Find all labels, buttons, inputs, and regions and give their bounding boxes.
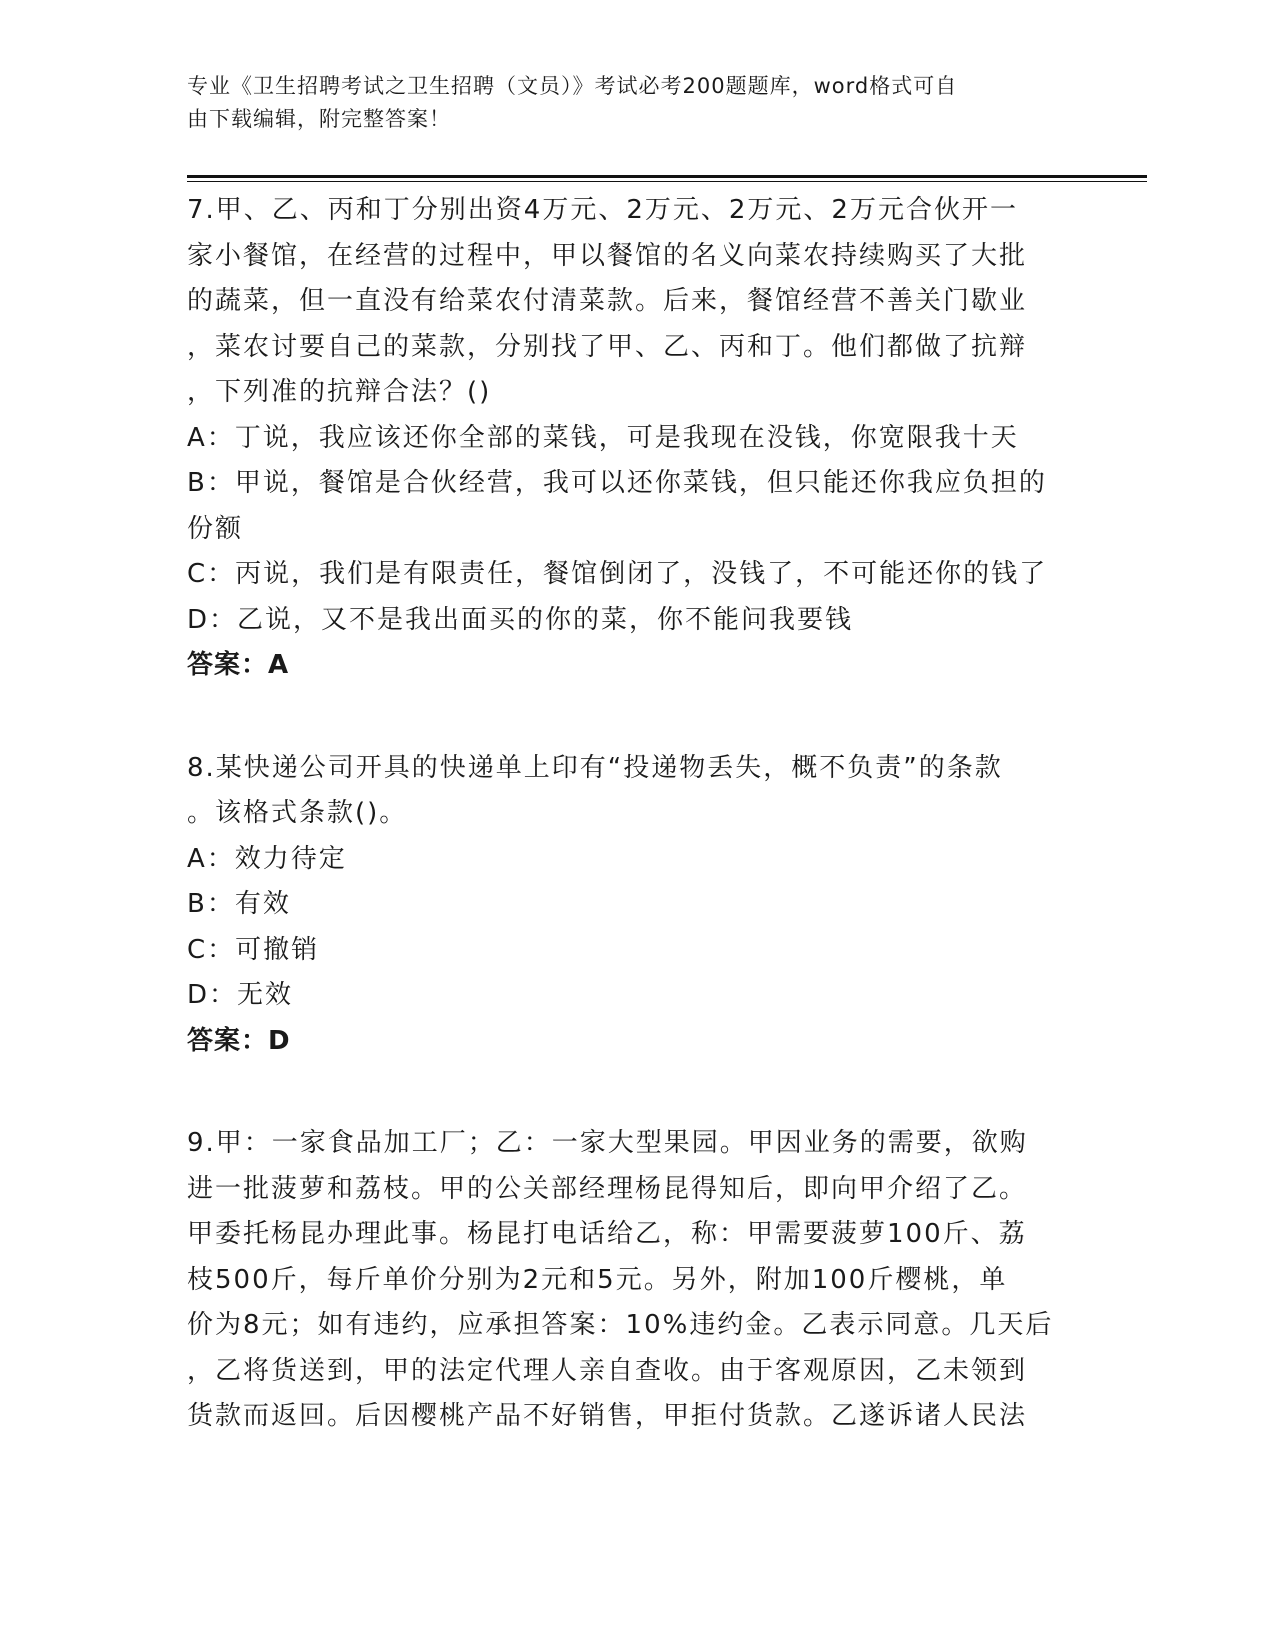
header-line: 专业《卫生招聘考试之卫生招聘（文员）》考试必考200题题库，word格式可自	[187, 74, 958, 98]
option-b: B：甲说，餐馆是合伙经营，我可以还你菜钱，但只能还你我应负担的	[187, 468, 1047, 498]
header-rule-thick	[187, 175, 1147, 178]
question-stem-line: 进一批菠萝和荔枝。甲的公关部经理杨昆得知后，即向甲介绍了乙。	[187, 1173, 1028, 1204]
question-8	[187, 746, 1067, 1065]
header-line: 由下载编辑，附完整答案！	[187, 107, 451, 131]
document-header	[187, 70, 1067, 136]
option-d: D：乙说，又不是我出面买的你的菜，你不能问我要钱	[187, 604, 854, 635]
option-c: C：可撤销	[187, 934, 320, 965]
question-stem-line: 9.甲：一家食品加工厂；乙：一家大型果园。甲因业务的需要，欲购	[187, 1128, 1028, 1158]
option-a: A：效力待定	[187, 843, 347, 874]
question-stem-line: 甲委托杨昆办理此事。杨昆打电话给乙，称：甲需要菠萝100斤、荔	[187, 1219, 1027, 1249]
header-rule-thin	[187, 181, 1147, 182]
question-stem-line: 价为8元；如有违约，应承担答案：10%违约金。乙表示同意。几天后	[187, 1310, 1054, 1340]
option-d: D：无效	[187, 980, 294, 1010]
question-stem-line: 家小餐馆，在经营的过程中，甲以餐馆的名义向菜农持续购买了大批	[187, 240, 1028, 271]
question-stem-line: 7.甲、乙、丙和丁分别出资4万元、2万元、2万元、2万元合伙开一	[187, 195, 1018, 225]
question-stem-line: 枝500斤，每斤单价分别为2元和5元。另外，附加100斤樱桃，单	[187, 1264, 1008, 1295]
question-stem-line: ，乙将货送到，甲的法定代理人亲自查收。由于客观原因，乙未领到	[187, 1355, 1028, 1386]
option-c: C：丙说，我们是有限责任，餐馆倒闭了，没钱了，不可能还你的钱了	[187, 559, 1048, 589]
question-stem-line: ，菜农讨要自己的菜款，分别找了甲、乙、丙和丁。他们都做了抗辩	[187, 331, 1028, 362]
option-b: B：有效	[187, 889, 291, 919]
option-a: A：丁说，我应该还你全部的菜钱，可是我现在没钱，你宽限我十天	[187, 422, 1019, 453]
question-7	[187, 188, 1067, 689]
option-b-continued: 份额	[187, 513, 244, 544]
answer-line: 答案：D	[187, 1025, 291, 1056]
question-stem-line: ，下列准的抗辩合法？()	[187, 377, 492, 407]
question-stem-line: 。该格式条款()。	[187, 798, 408, 828]
question-list	[187, 188, 1067, 1497]
answer-line: 答案：A	[187, 650, 290, 680]
question-stem-line: 的蔬菜，但一直没有给菜农付清菜款。后来，餐馆经营不善关门歇业	[187, 286, 1028, 316]
question-9	[187, 1121, 1067, 1440]
question-stem-line: 货款而返回。后因樱桃产品不好销售，甲拒付货款。乙遂诉诸人民法	[187, 1401, 1028, 1431]
question-stem-line: 8.某快递公司开具的快递单上印有“投递物丢失，概不负责”的条款	[187, 752, 1003, 783]
